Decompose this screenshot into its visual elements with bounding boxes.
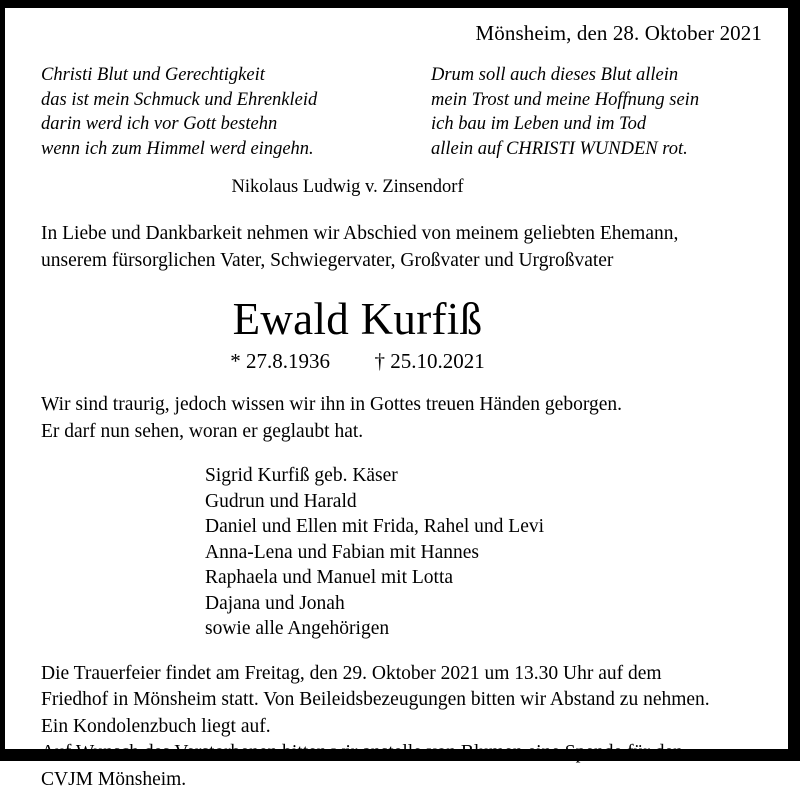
deceased-name: Ewald Kurfiß bbox=[35, 293, 770, 345]
survivor-line-5: Raphaela und Manuel mit Lotta bbox=[205, 565, 770, 591]
verse-attribution: Nikolaus Ludwig v. Zinsendorf bbox=[35, 175, 770, 199]
notice-content bbox=[35, 16, 770, 749]
verse-left-line-4: wenn ich zum Himmel werd eingehn. bbox=[41, 137, 431, 162]
verse-right-line-4: allein auf CHRISTI WUNDEN rot. bbox=[431, 137, 699, 162]
closing-line-5: CVJM Mönsheim. bbox=[41, 767, 770, 793]
closing-line-2: Friedhof in Mönsheim statt. Von Beileidsbezeugungen bitten wir Abstand zu nehmen. bbox=[41, 687, 770, 714]
verse-block bbox=[35, 63, 770, 161]
closing-line-1: Die Trauerfeier findet am Freitag, den 29. Oktober 2021 um 13.30 Uhr auf dem bbox=[41, 661, 770, 688]
survivors-list bbox=[35, 463, 770, 642]
closing-paragraph bbox=[35, 661, 770, 793]
survivor-line-2: Gudrun und Harald bbox=[205, 489, 770, 515]
closing-line-3: Ein Kondolenzbuch liegt auf. bbox=[41, 714, 770, 741]
verse-left-line-1: Christi Blut und Gerechtigkeit bbox=[41, 63, 431, 88]
verse-right-line-3: ich bau im Leben und im Tod bbox=[431, 112, 699, 137]
birth-symbol: * bbox=[230, 349, 241, 373]
mourning-paragraph bbox=[35, 392, 770, 445]
survivor-line-1: Sigrid Kurfiß geb. Käser bbox=[205, 463, 770, 489]
verse-right-column bbox=[431, 63, 699, 161]
verse-left-column bbox=[35, 63, 431, 161]
intro-line-1: In Liebe und Dankbarkeit nehmen wir Abschied von meinem geliebten Ehemann, bbox=[41, 221, 770, 248]
mourning-line-1: Wir sind traurig, jedoch wissen wir ihn in Gottes treuen Händen geborgen. bbox=[41, 392, 770, 419]
death-symbol: † bbox=[375, 349, 386, 373]
survivor-line-4: Anna-Lena und Fabian mit Hannes bbox=[205, 540, 770, 566]
birth-date: 27.8.1936 bbox=[246, 349, 330, 373]
notice-card bbox=[5, 8, 788, 749]
place-and-date: Mönsheim, den 28. Oktober 2021 bbox=[35, 16, 770, 46]
closing-line-4: Auf Wunsch des Verstorbenen bitten wir anstelle von Blumen eine Spende für den bbox=[41, 740, 770, 767]
verse-left-line-2: das ist mein Schmuck und Ehrenkleid bbox=[41, 88, 431, 113]
verse-right-line-2: mein Trost und meine Hoffnung sein bbox=[431, 88, 699, 113]
intro-line-2: unserem fürsorglichen Vater, Schwiegervater, Großvater und Urgroßvater bbox=[41, 248, 770, 275]
death-date: 25.10.2021 bbox=[390, 349, 485, 373]
survivor-line-6: Dajana und Jonah bbox=[205, 591, 770, 617]
verse-right-line-1: Drum soll auch dieses Blut allein bbox=[431, 63, 699, 88]
intro-paragraph bbox=[35, 221, 770, 274]
survivor-line-7: sowie alle Angehörigen bbox=[205, 616, 770, 642]
deceased-dates bbox=[35, 348, 770, 374]
mourning-line-2: Er darf nun sehen, woran er geglaubt hat. bbox=[41, 419, 770, 446]
verse-left-line-3: darin werd ich vor Gott bestehn bbox=[41, 112, 431, 137]
survivor-line-3: Daniel und Ellen mit Frida, Rahel und Levi bbox=[205, 514, 770, 540]
